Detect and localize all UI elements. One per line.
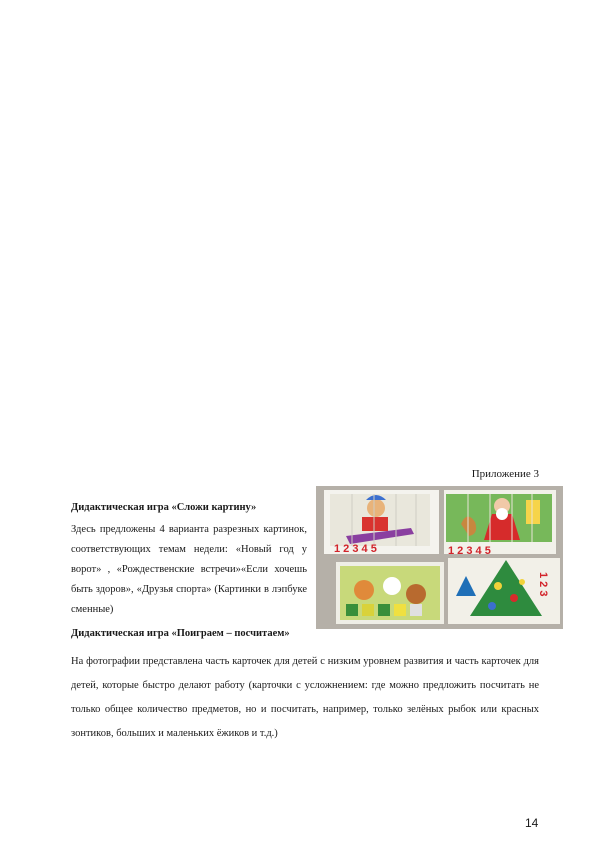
puzzle-card-animals [336,562,444,624]
puzzle-card-tree [448,558,560,624]
card-numbers-bottom-right: 1 2 3 [537,572,549,597]
game2-title: Дидактическая игра «Поиграем – посчитаем» [71,628,290,639]
puzzle-card-santa [444,490,556,557]
card-numbers-top-right: 1 2 3 4 5 [448,545,491,557]
game1-section [71,498,307,620]
card-numbers-top-left: 1 2 3 4 5 [334,543,377,555]
game1-text: Здесь предложены 4 варианта разрезных картинок, соответствующих темам недели: «Новый год у ворот» , «Рождественские встречи»«Если хочешь быть здоров», «Друзья спорта» (Картинки в лэпбуке сменные) [71,524,307,615]
page-number: 14 [525,816,539,830]
game1-title: Дидактическая игра «Сложи картину» [71,502,257,513]
puzzle-card-sledding [324,490,439,555]
puzzle-photo-svg [316,486,563,629]
game2-text: На фотографии представлена часть карточек для детей с низким уровнем развития и часть карточек для детей, которые быстро делают работу (карточки с усложнением: где можно предложить посчитать не только общее количество предметов, но и посчитать, например, только зелёных рыбок или красных зонтиков, больших и маленьких ёжиков и т.д.) [71,656,539,739]
puzzle-cards-photo [316,486,563,629]
appendix-label: Приложение 3 [471,468,539,480]
